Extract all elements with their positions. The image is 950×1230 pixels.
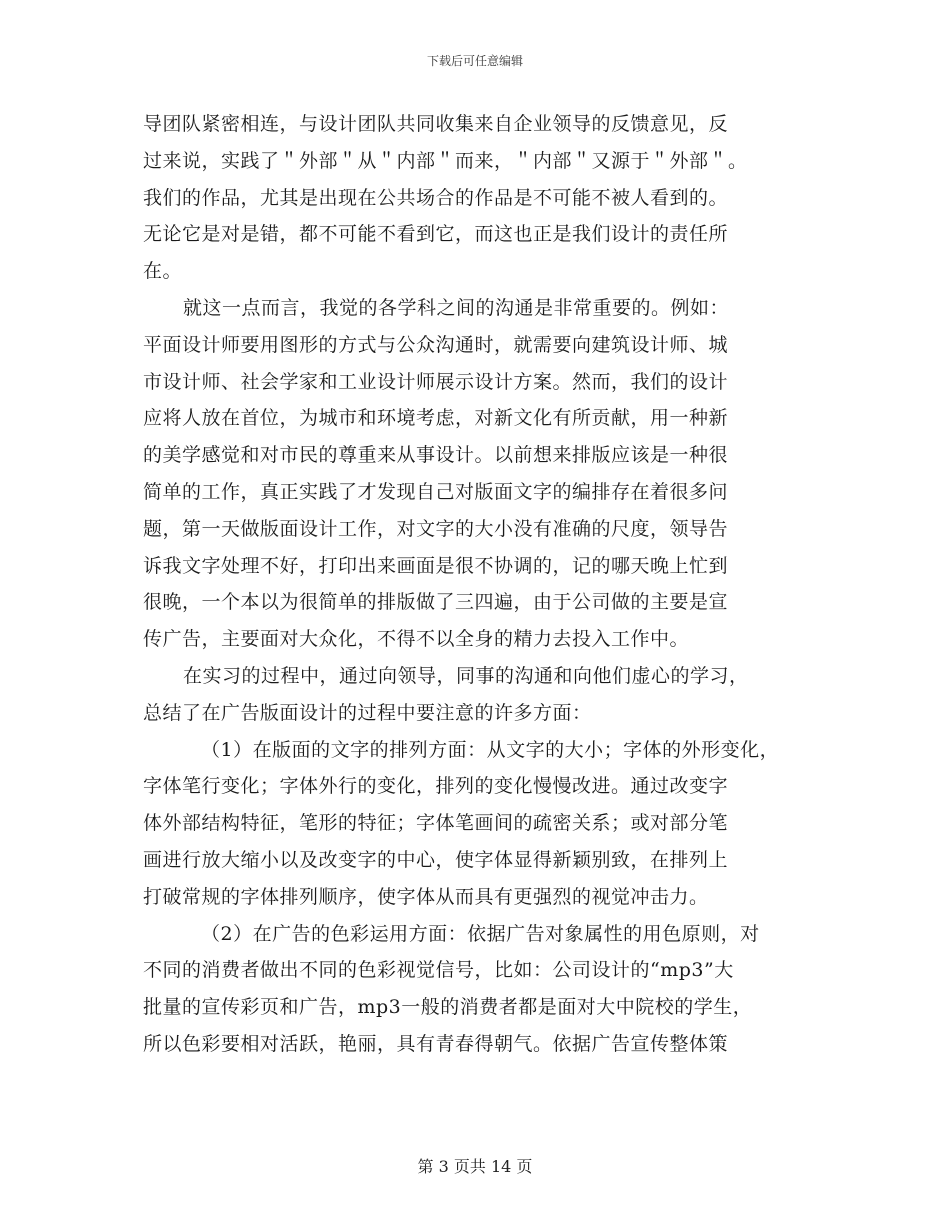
paragraph-2: [143, 290, 823, 658]
page-header: 下载后可任意编辑: [426, 54, 523, 68]
text-line: 诉我文字处理不好，打印出来画面是很不协调的，记的哪天晚上忙到: [143, 554, 729, 577]
text-line: 总结了在广告版面设计的过程中要注意的许多方面：: [143, 701, 592, 724]
text-line: 传广告，主要面对大众化，不得不以全身的精力去投入工作中。: [143, 628, 690, 651]
text-line: （1）在版面的文字的排列方面：从文字的大小；字体的外形变化，: [201, 738, 780, 761]
text-line: 市设计师、社会学家和工业设计师展示设计方案。然而，我们的设计: [143, 370, 729, 393]
paragraph-5: [143, 916, 823, 1063]
text-line: 很晚，一个本以为很简单的排版做了三四遍，由于公司做的主要是宣: [143, 591, 729, 614]
text-line: 在实习的过程中，通过向领导，同事的沟通和向他们虚心的学习，: [183, 664, 749, 687]
document-body: [143, 106, 823, 1063]
text-line: 所以色彩要相对活跃，艳丽，具有青春得朝气。依据广告宣传整体策: [143, 1032, 729, 1055]
text-line: （2）在广告的色彩运用方面：依据广告对象属性的用色原则，对: [201, 922, 760, 945]
text-line: 我们的作品，尤其是出现在公共场合的作品是不可能不被人看到的。: [143, 186, 729, 209]
text-line: 过来说，实践了＂外部＂从＂内部＂而来，＂内部＂又源于＂外部＂。: [143, 149, 748, 172]
text-line: 批量的宣传彩页和广告，mp3一般的消费者都是面对大中院校的学生，: [143, 996, 753, 1019]
page-footer: 第 3 页共 14 页: [417, 1157, 533, 1176]
text-line: 画进行放大缩小以及改变字的中心，使字体显得新颖别致，在排列上: [143, 848, 729, 871]
text-line: 打破常规的字体排列顺序，使字体从而具有更强烈的视觉冲击力。: [143, 885, 709, 908]
text-line: 应将人放在首位，为城市和环境考虑，对新文化有所贡献，用一种新: [143, 407, 729, 430]
paragraph-4: [143, 732, 823, 916]
text-line: 题，第一天做版面设计工作，对文字的大小没有准确的尺度，领导告: [143, 517, 729, 540]
paragraph-3: [143, 658, 823, 732]
paragraph-1: [143, 106, 823, 290]
text-line: 字体笔行变化；字体外行的变化，排列的变化慢慢改进。通过改变字: [143, 775, 729, 798]
text-line: 在。: [143, 260, 183, 283]
text-line: 就这一点而言，我觉的各学科之间的沟通是非常重要的。例如：: [183, 296, 730, 319]
text-line: 无论它是对是错，都不可能不看到它，而这也正是我们设计的责任所: [143, 223, 729, 246]
text-line: 平面设计师要用图形的方式与公众沟通时，就需要向建筑设计师、城: [143, 333, 729, 356]
text-line: 简单的工作，真正实践了才发现自己对版面文字的编排存在着很多问: [143, 480, 729, 503]
text-line: 体外部结构特征，笔形的特征；字体笔画间的疏密关系；或对部分笔: [143, 812, 729, 835]
text-line: 的美学感觉和对市民的尊重来从事设计。以前想来排版应该是一种很: [143, 444, 729, 467]
text-line: 导团队紧密相连，与设计团队共同收集来自企业领导的反馈意见，反: [143, 113, 729, 135]
text-line: 不同的消费者做出不同的色彩视觉信号，比如：公司设计的“mp3”大: [143, 959, 734, 982]
